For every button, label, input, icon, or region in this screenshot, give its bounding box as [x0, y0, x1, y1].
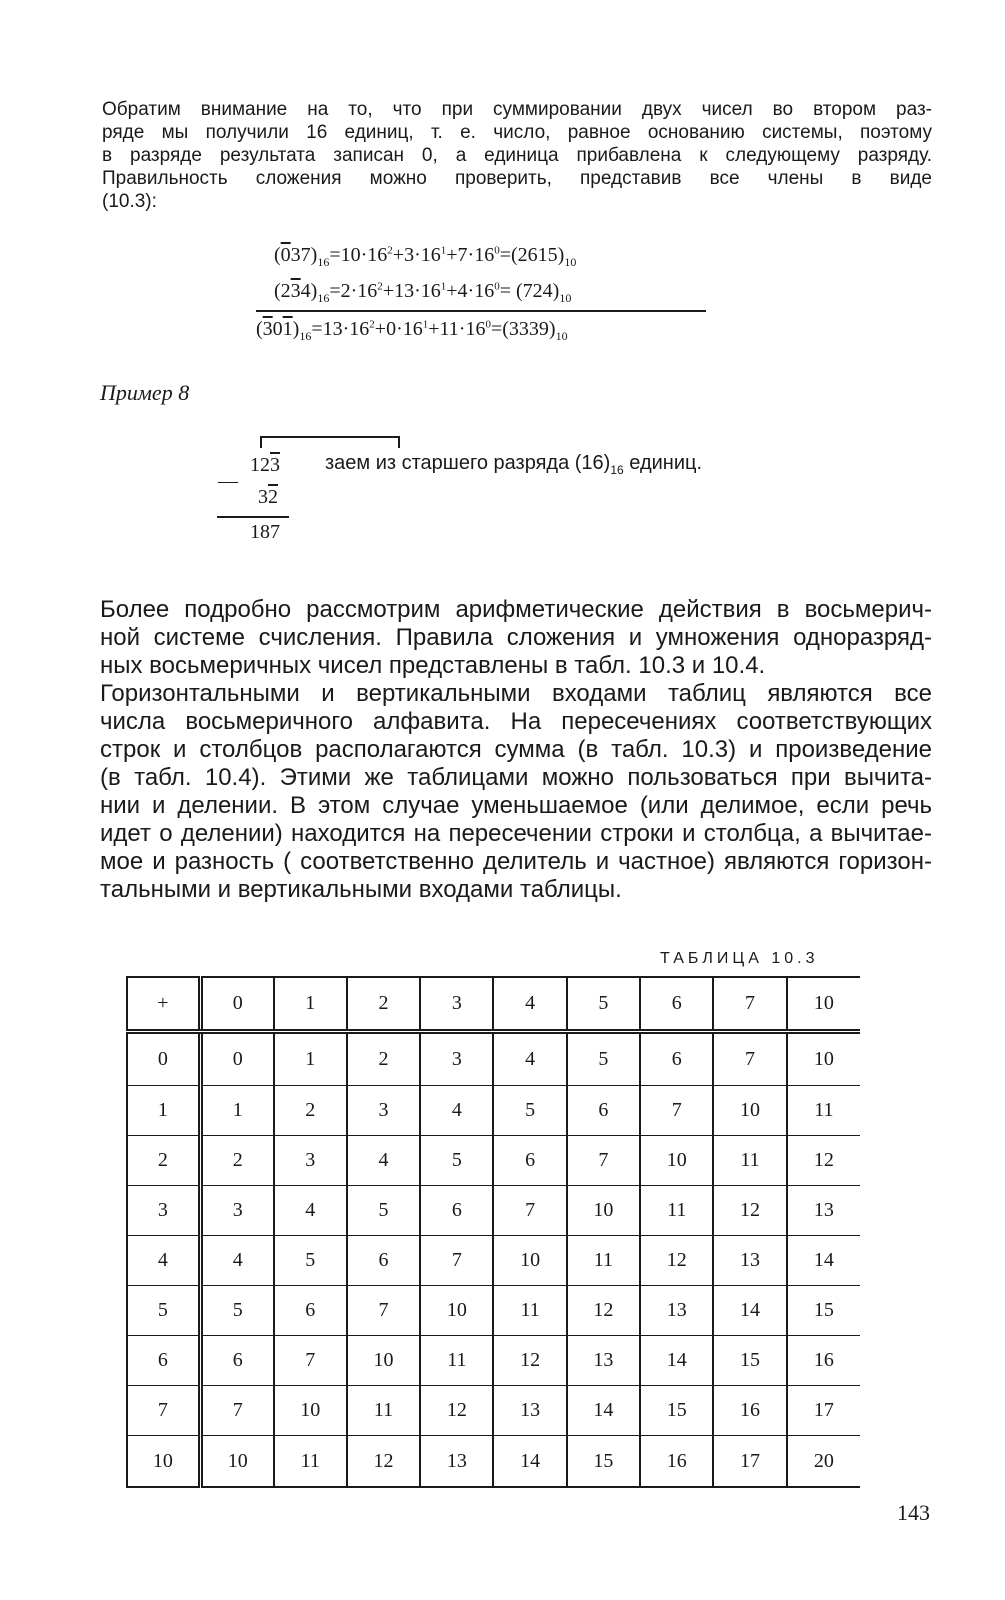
table-cell: 3	[347, 1086, 420, 1136]
table-cell: 11	[274, 1436, 347, 1487]
table-cell: 11	[640, 1186, 713, 1236]
table-cell: 4	[200, 1236, 273, 1286]
table-cell: 11	[787, 1086, 860, 1136]
table-cell: 7	[640, 1086, 713, 1136]
table-cell: 15	[713, 1336, 786, 1386]
table-cell: 6	[347, 1236, 420, 1286]
table-cell: 6	[420, 1186, 493, 1236]
table-cell: 4	[420, 1086, 493, 1136]
table-row	[127, 1336, 860, 1386]
table-cell: 5	[274, 1236, 347, 1286]
paragraph-2	[100, 680, 932, 904]
table-cell: 11	[493, 1286, 566, 1336]
table-cell: 0	[200, 1032, 273, 1086]
table-cell: 3	[274, 1136, 347, 1186]
borrow-bracket	[260, 436, 400, 438]
table-cell: 15	[787, 1286, 860, 1336]
table-cell: 13	[640, 1286, 713, 1336]
intro-line: Правильность сложения можно проверить, представив все члены в виде	[102, 168, 932, 189]
table-row	[127, 1136, 860, 1186]
borrow-bracket-right	[398, 436, 400, 448]
table-cell: 10	[420, 1286, 493, 1336]
paragraph-line: (в табл. 10.4). Этими же таблицами можно пользоваться при вычита-	[100, 764, 932, 791]
table-cell: 12	[787, 1136, 860, 1186]
table-row-header-cell: 1	[127, 1086, 200, 1136]
table-cell: 7	[420, 1236, 493, 1286]
table-cell: 14	[713, 1286, 786, 1336]
table-cell: 2	[274, 1086, 347, 1136]
octal-addition-table	[126, 976, 860, 1488]
table-cell: 15	[640, 1386, 713, 1436]
equation-row-3: $(301)_{16}=13\cdot 16^2+0\cdot 16^1+11\cdot 16^0=(3339)_{10}$	[256, 318, 568, 343]
table-row-header-cell: 10	[127, 1436, 200, 1487]
equation-row-2: $(234)_{16}=2\cdot 16^2+13\cdot 16^1+4\cdot 16^0= (724)_{10}$	[274, 280, 572, 305]
table-cell: 13	[493, 1386, 566, 1436]
table-cell: 15	[567, 1436, 640, 1487]
table-cell: 12	[420, 1386, 493, 1436]
paragraph-line: нии и делении. В этом случае уменьшаемое (или делимое, если речь	[100, 792, 932, 819]
table-cell: 13	[420, 1436, 493, 1487]
table-cell: 17	[713, 1436, 786, 1487]
table-cell: 6	[640, 1032, 713, 1086]
paragraph-line: ной системе счисления. Правила сложения и умножения одноразряд-	[100, 624, 932, 651]
table-cell: 16	[713, 1386, 786, 1436]
equation-row-1: $(037)_{16}=10\cdot 16^2+3\cdot 16^1+7\cdot 16^0=(2615)_{10}$	[274, 244, 577, 269]
paragraph-line: тальными и вертикальными входами таблицы.	[100, 876, 622, 903]
intro-paragraph	[102, 98, 932, 213]
table-cell: 14	[640, 1336, 713, 1386]
table-cell: 14	[787, 1236, 860, 1286]
sum-line	[256, 310, 706, 312]
table-cell: 6	[200, 1336, 273, 1386]
table-header-cell: 1	[274, 977, 347, 1032]
table-row-header-cell: 4	[127, 1236, 200, 1286]
page-number: 143	[897, 1500, 930, 1525]
table-row	[127, 1436, 860, 1487]
table-cell: 11	[567, 1236, 640, 1286]
table-row-header-cell: 2	[127, 1136, 200, 1186]
table-cell: 7	[200, 1386, 273, 1436]
table-cell: 16	[787, 1336, 860, 1386]
paragraph-line: идет о делении) находится на пересечении строки и столбца, а вычитае-	[100, 820, 932, 847]
minus-sign: —	[218, 470, 238, 492]
table-row	[127, 1186, 860, 1236]
table-header-cell: 6	[640, 977, 713, 1032]
table-row-header-cell: 7	[127, 1386, 200, 1436]
table-cell: 12	[493, 1336, 566, 1386]
table-header-cell: 3	[420, 977, 493, 1032]
table-cell: 14	[493, 1436, 566, 1487]
table-cell: 20	[787, 1436, 860, 1487]
table-cell: 10	[713, 1086, 786, 1136]
table-cell: 4	[274, 1186, 347, 1236]
table-cell: 11	[713, 1136, 786, 1186]
table-cell: 1	[200, 1086, 273, 1136]
paragraph-line: мое и разность ( соответственно делитель и частное) являются горизон-	[100, 848, 932, 875]
table-cell: 10	[274, 1386, 347, 1436]
table-cell: 5	[567, 1032, 640, 1086]
table-cell: 10	[640, 1136, 713, 1186]
table-cell: 3	[200, 1186, 273, 1236]
intro-line: в разряде результата записан 0, а единица прибавлена к следующему разряду.	[102, 145, 932, 166]
table-cell: 6	[493, 1136, 566, 1186]
table-row-header-cell: 3	[127, 1186, 200, 1236]
table-cell: 7	[713, 1032, 786, 1086]
table-cell: 11	[347, 1386, 420, 1436]
table-header-cell: 7	[713, 977, 786, 1032]
table-corner-cell: +	[127, 977, 200, 1032]
table-cell: 10	[787, 1032, 860, 1086]
difference-line	[217, 516, 289, 518]
table-cell: 16	[640, 1436, 713, 1487]
table-cell: 4	[347, 1136, 420, 1186]
table-cell: 10	[347, 1336, 420, 1386]
table-cell: 17	[787, 1386, 860, 1436]
table-cell: 6	[274, 1286, 347, 1336]
table-header-cell: 2	[347, 977, 420, 1032]
table-header-cell: 0	[200, 977, 273, 1032]
subtrahend: 32	[258, 486, 278, 508]
paragraph-line: ных восьмеричных чисел представлены в табл. 10.3 и 10.4.	[100, 652, 766, 679]
table-row	[127, 1386, 860, 1436]
table-header-row	[127, 977, 860, 1032]
borrow-note: заем из старшего разряда $(16)_{16}$ единиц.	[325, 452, 703, 477]
table-row-header-cell: 6	[127, 1336, 200, 1386]
table-cell: 3	[420, 1032, 493, 1086]
paragraph-line: Горизонтальными и вертикальными входами таблиц являются все	[100, 680, 932, 707]
table-cell: 7	[567, 1136, 640, 1186]
minuend: 123	[250, 454, 280, 476]
table-cell: 10	[493, 1236, 566, 1286]
paragraph-line: строк и столбцов располагаются сумма (в табл. 10.3) и произведение	[100, 736, 932, 763]
table-cell: 2	[347, 1032, 420, 1086]
example-title: Пример 8	[100, 380, 190, 405]
table-cell: 13	[787, 1186, 860, 1236]
table-cell: 13	[567, 1336, 640, 1386]
table-cell: 12	[567, 1286, 640, 1336]
table-row	[127, 1236, 860, 1286]
table-row	[127, 1086, 860, 1136]
paragraph-1	[100, 596, 932, 680]
table-cell: 10	[567, 1186, 640, 1236]
paragraph-line: Более подробно рассмотрим арифметические действия в восьмерич-	[100, 596, 932, 623]
table-cell: 7	[347, 1286, 420, 1336]
table-caption: ТАБЛИЦА 10.3	[660, 950, 819, 967]
table-cell: 12	[347, 1436, 420, 1487]
table-cell: 4	[493, 1032, 566, 1086]
difference: 187	[250, 521, 280, 543]
table-cell: 5	[200, 1286, 273, 1336]
table-header-cell: 10	[787, 977, 860, 1032]
table-cell: 1	[274, 1032, 347, 1086]
intro-line: ряде мы получили 16 единиц, т. е. число, равное основанию системы, поэтому	[102, 122, 932, 143]
table-cell: 6	[567, 1086, 640, 1136]
table-header-cell: 4	[493, 977, 566, 1032]
intro-line: Обратим внимание на то, что при суммировании двух чисел во втором раз-	[102, 99, 932, 120]
intro-line: (10.3):	[102, 191, 157, 212]
table-row-header-cell: 5	[127, 1286, 200, 1336]
table-cell: 7	[493, 1186, 566, 1236]
paragraph-line: числа восьмеричного алфавита. На пересечениях соответствующих	[100, 708, 932, 735]
table-cell: 5	[347, 1186, 420, 1236]
table-row	[127, 1286, 860, 1336]
table-cell: 11	[420, 1336, 493, 1386]
table-cell: 5	[420, 1136, 493, 1186]
table-cell: 10	[200, 1436, 273, 1487]
table-cell: 2	[200, 1136, 273, 1186]
table-cell: 12	[640, 1236, 713, 1286]
table-header-cell: 5	[567, 977, 640, 1032]
table-cell: 13	[713, 1236, 786, 1286]
table-row-header-cell: 0	[127, 1032, 200, 1086]
table-cell: 5	[493, 1086, 566, 1136]
borrow-bracket-left	[260, 436, 262, 448]
table-cell: 14	[567, 1386, 640, 1436]
table-cell: 12	[713, 1186, 786, 1236]
table-cell: 7	[274, 1336, 347, 1386]
table-row	[127, 1032, 860, 1086]
